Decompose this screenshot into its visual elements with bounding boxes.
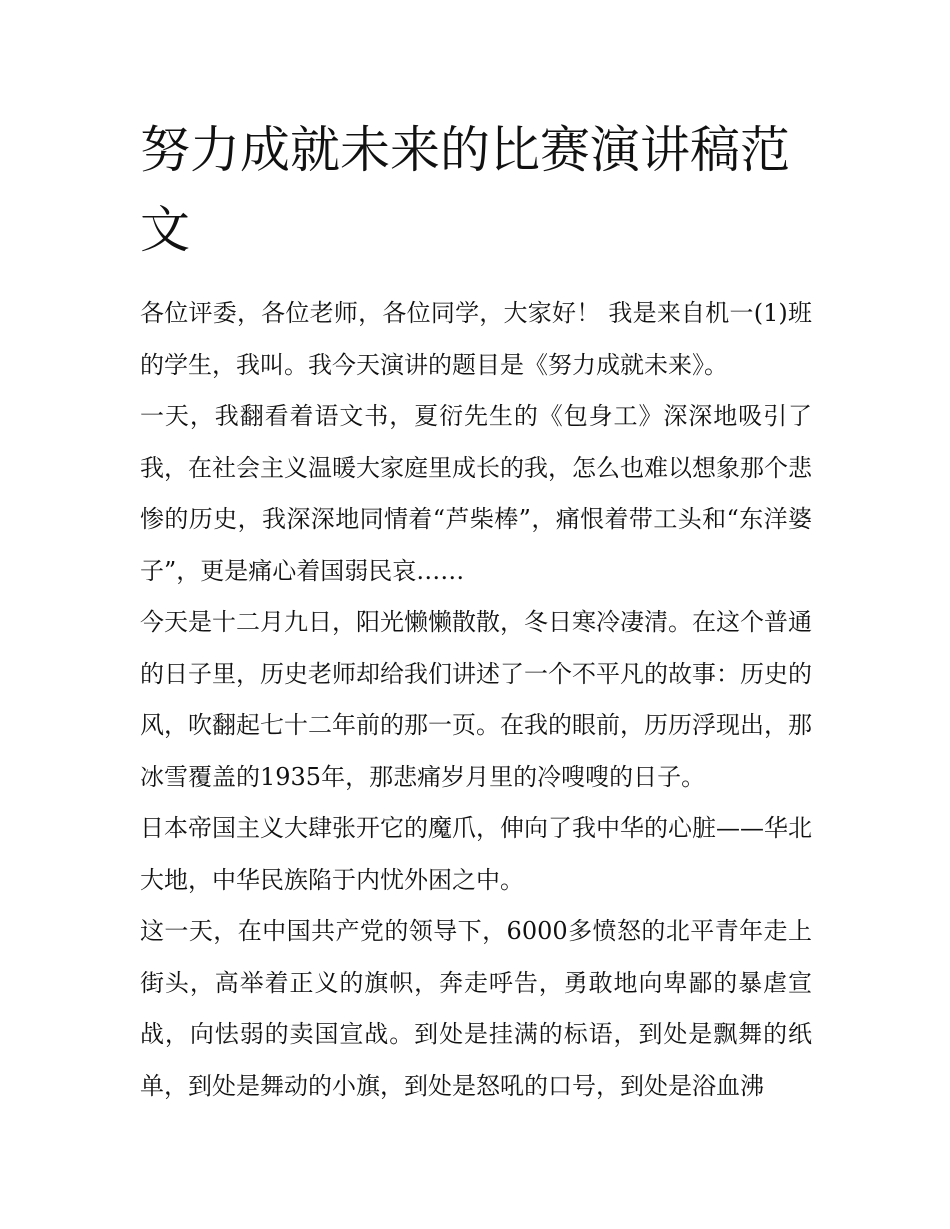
paragraph-reading: 一天，我翻看着语文书，夏衍先生的《包身工》深深地吸引了我，在社会主义温暖大家庭里成长的我，怎么也难以想象那个悲惨的历史，我深深地同情着“芦柴棒”，痛恨着带工头和“东洋婆子”，更是痛心着国弱民哀……: [140, 402, 812, 585]
paragraph-invasion: 日本帝国主义大肆张开它的魔爪，伸向了我中华的心脏——华北大地，中华民族陷于内忧外困之中。: [140, 814, 812, 894]
paragraph-greeting: 各位评委，各位老师，各位同学，大家好！ 我是来自机一(1)班的学生，我叫。我今天演讲的题目是《努力成就未来》。: [140, 299, 812, 379]
document-body: [140, 110, 812, 1112]
paragraph-december-ninth: 今天是十二月九日，阳光懒懒散散，冬日寒冷凄清。在这个普通的日子里，历史老师却给我们讲述了一个不平凡的故事：历史的风，吹翻起七十二年前的那一页。在我的眼前，历历浮现出，那冰雪覆盖的1935年，那悲痛岁月里的冷嗖嗖的日子。: [140, 608, 812, 791]
paragraph-protest: 这一天，在中国共产党的领导下，6000多愤怒的北平青年走上街头，高举着正义的旗帜，奔走呼告，勇敢地向卑鄙的暴虐宣战，向怯弱的卖国宣战。到处是挂满的标语，到处是飘舞的纸单，到处是舞动的小旗，到处是怒吼的口号，到处是浴血沸: [140, 917, 812, 1100]
document-title: 努力成就未来的比赛演讲稿范文: [140, 121, 790, 259]
